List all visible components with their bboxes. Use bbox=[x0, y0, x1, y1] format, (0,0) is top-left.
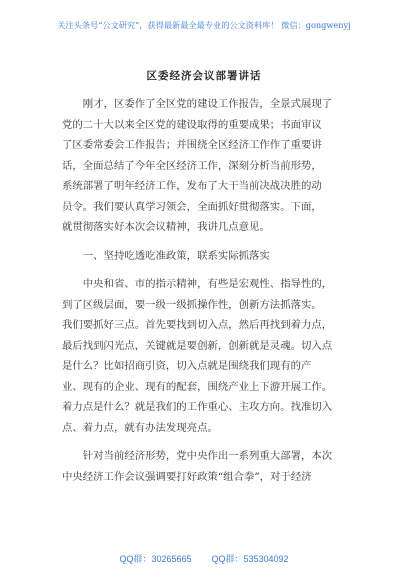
text-line: 到了区级层面，要一级一级抓操作性，创新方法抓落实。 bbox=[62, 298, 322, 311]
footer-qq-group-2: QQ群：535304092 bbox=[211, 554, 289, 564]
paragraph-section-1 bbox=[62, 274, 352, 438]
text-line: 最后找到闪光点，关键就是要创新，创新就是灵魂。切入点 bbox=[62, 339, 333, 352]
text-line: 着力点是什么？就是我们的工作重心、主攻方向。找准切入 bbox=[62, 401, 333, 413]
text-line: 党的二十大以来全区党的建设取得的重要成果；书面审议 bbox=[62, 118, 322, 131]
text-line: 中央和省、市的指示精神，有些是宏观性、指导性的， bbox=[62, 278, 333, 290]
document-title: 区委经济会议部署讲话 bbox=[146, 70, 262, 82]
text-line: 就贯彻落实好本次会议精神，我讲几点意见。 bbox=[62, 221, 270, 233]
text-line: 是什么？比如招商引资，切入点就是围绕我们现有的产 bbox=[62, 360, 312, 372]
text-line: 中央经济工作会议强调要打好政策“组合拳”，对于经济 bbox=[62, 470, 312, 483]
text-line: 系统部署了明年经济工作，发布了大干当前决战决胜的动 bbox=[62, 180, 322, 192]
document-body bbox=[62, 94, 352, 487]
footer-contact bbox=[0, 552, 408, 565]
paragraph-economic-situation bbox=[62, 446, 352, 487]
text-line: 业、现有的企业、现有的配套，围绕产业上下游开展工作。 bbox=[62, 380, 333, 393]
paragraph-intro bbox=[62, 94, 352, 238]
text-line: 刚才，区委作了全区党的建设工作报告，全景式展现了 bbox=[62, 98, 333, 110]
text-line: 点、着力点，就有办法发现亮点。 bbox=[62, 421, 218, 434]
text-line: 话，全面总结了今年全区经济工作，深刻分析当前形势， bbox=[62, 159, 322, 172]
text-line: 了区委常委会工作报告；并围绕全区经济工作作了重要讲 bbox=[62, 139, 322, 151]
footer-qq-group-1: QQ群：30265665 bbox=[119, 554, 192, 564]
text-line: 针对当前经济形势，党中央作出一系列重大部署，本次 bbox=[62, 450, 333, 462]
section-heading-1 bbox=[62, 246, 352, 267]
text-line: 我们要抓好三点。首先要找到切入点，然后再找到着力点， bbox=[62, 319, 333, 331]
header-banner: 关注头条号“公文研究”，获得最新最全最专业的公文资料库！ 微信：gongwenyj bbox=[57, 20, 351, 30]
text-line: 一、坚持吃透吃准政策，联系实际抓落实 bbox=[62, 249, 270, 262]
text-line: 员令。我们要认真学习领会，全面抓好贯彻落实。下面， bbox=[62, 200, 322, 213]
